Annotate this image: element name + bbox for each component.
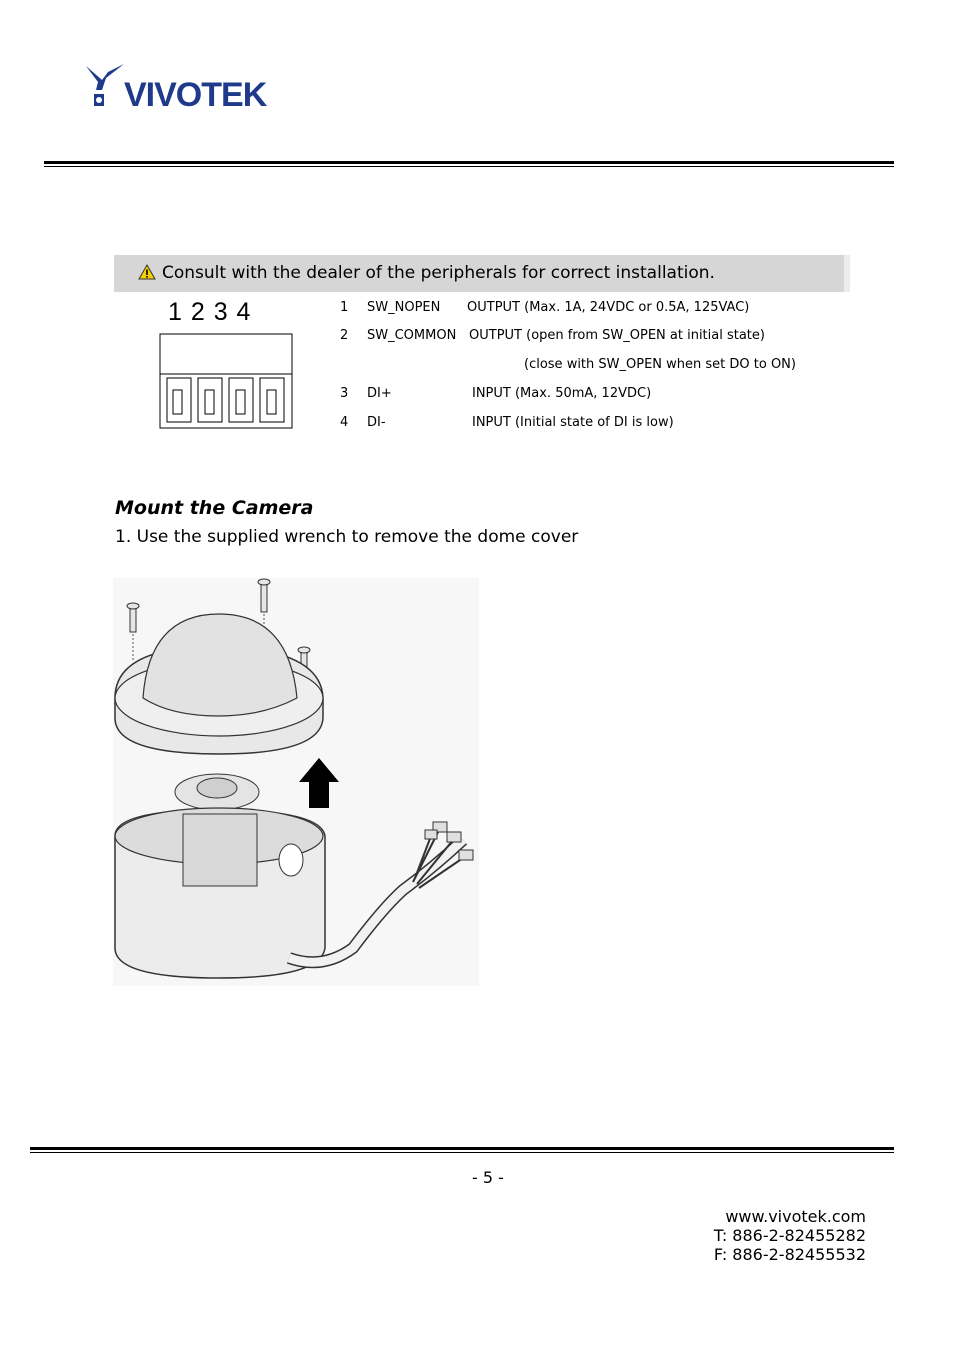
notice-bar (114, 255, 850, 292)
fax-number: F: 886-2-82455532 (713, 1245, 866, 1264)
terminal-numbers: 1 2 3 4 (168, 298, 252, 326)
footer-divider (30, 1147, 894, 1153)
page-number: - 5 - (472, 1168, 504, 1187)
contact-info (714, 1207, 866, 1264)
phone-number: T: 886-2-82455282 (713, 1226, 866, 1245)
terminal-block-diagram (158, 298, 294, 430)
svg-text:VIVOTEK: VIVOTEK (124, 76, 267, 114)
step-instruction: 1. Use the supplied wrench to remove the dome cover (115, 527, 579, 547)
vivotek-logo (84, 60, 294, 116)
section-title: Mount the Camera (115, 497, 314, 519)
website-link[interactable]: www.vivotek.com (725, 1207, 866, 1226)
warning-icon (138, 264, 156, 280)
notice-text: Consult with the dealer of the peripherals for correct installation. (162, 263, 715, 283)
header-divider (44, 161, 894, 167)
dome-camera-illustration (113, 578, 479, 986)
